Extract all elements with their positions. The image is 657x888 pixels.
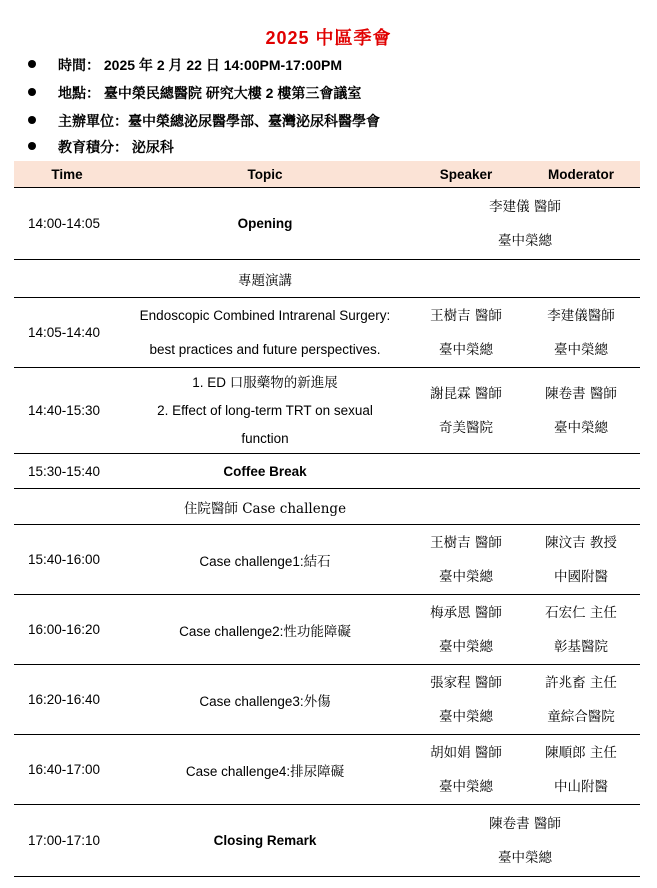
bullet-icon	[28, 142, 36, 150]
table-row	[14, 188, 640, 260]
section-row	[14, 260, 640, 298]
section-row	[14, 489, 640, 525]
speaker-org: 臺中榮總	[439, 568, 493, 585]
table-row	[14, 525, 640, 595]
row-time: 16:00-16:20	[28, 622, 101, 637]
moderator-org: 童綜合醫院	[547, 708, 615, 725]
table-row	[14, 665, 640, 735]
row-topic: 1. ED 口服藥物的新進展	[192, 374, 338, 390]
row-time: 15:40-16:00	[28, 552, 101, 567]
bullet-icon	[28, 60, 36, 68]
row-topic: Opening	[237, 216, 293, 231]
moderator-org: 臺中榮總	[554, 419, 608, 436]
table-row	[14, 735, 640, 805]
row-topic: Case challenge4:排尿障礙	[185, 763, 345, 779]
row-time: 14:05-14:40	[28, 325, 101, 340]
speaker-org: 臺中榮總	[439, 341, 493, 358]
row-time: 17:00-17:10	[28, 833, 101, 848]
info-time: 時間： 2025 年 2 月 22 日 14:00PM-17:00PM	[28, 55, 342, 75]
speaker-name: 張家程 醫師	[430, 674, 502, 691]
moderator-org: 彰基醫院	[554, 638, 608, 655]
speaker-org: 臺中榮總	[439, 708, 493, 725]
moderator-org: 中山附醫	[554, 778, 608, 795]
row-time: 16:20-16:40	[28, 692, 101, 707]
speaker-org: 臺中榮總	[498, 232, 552, 249]
info-credits: 教育積分： 泌尿科	[28, 137, 174, 157]
moderator-name: 李建儀醫師	[547, 307, 615, 324]
section-label: 住院醫師 Case challenge	[183, 500, 347, 517]
header-moderator: Moderator	[522, 161, 640, 188]
moderator-name: 陳卷書 醫師	[545, 385, 617, 402]
speaker-name: 梅承恩 醫師	[430, 604, 502, 621]
speaker-name: 胡如娟 醫師	[430, 744, 502, 761]
speaker-name: 李建儀 醫師	[489, 198, 561, 215]
header-topic: Topic	[120, 161, 410, 188]
table-row	[14, 595, 640, 665]
header-time: Time	[14, 161, 120, 188]
page-title: 2025 中區季會	[265, 28, 392, 48]
row-topic: function	[241, 430, 289, 446]
speaker-org: 臺中榮總	[498, 849, 552, 866]
row-time: 14:00-14:05	[28, 216, 101, 231]
speaker-org: 臺中榮總	[439, 778, 493, 795]
table-row	[14, 454, 640, 489]
table-row	[14, 368, 640, 454]
speaker-org: 奇美醫院	[439, 419, 493, 436]
moderator-org: 中國附醫	[554, 568, 608, 585]
header-speaker: Speaker	[410, 161, 522, 188]
bullet-icon	[28, 116, 36, 124]
speaker-name: 王樹吉 醫師	[430, 307, 502, 324]
speaker-org: 臺中榮總	[439, 638, 493, 655]
row-topic: Coffee Break	[223, 463, 307, 479]
table-row	[14, 805, 640, 877]
bullet-icon	[28, 88, 36, 96]
row-topic: Case challenge1:結石	[199, 553, 331, 569]
speaker-name: 陳卷書 醫師	[489, 815, 561, 832]
info-organizer: 主辦單位：臺中榮總泌尿醫學部、臺灣泌尿科醫學會	[28, 111, 380, 131]
moderator-name: 石宏仁 主任	[545, 604, 617, 621]
row-topic: best practices and future perspectives.	[149, 341, 381, 357]
row-time: 16:40-17:00	[28, 762, 101, 777]
moderator-name: 陳汶吉 教授	[545, 534, 617, 551]
table-header	[14, 161, 640, 188]
moderator-name: 陳順郎 主任	[545, 744, 617, 761]
speaker-name: 謝昆霖 醫師	[430, 385, 502, 402]
info-location: 地點： 臺中榮民總醫院 研究大樓 2 樓第三會議室	[28, 83, 361, 103]
row-topic: Case challenge3:外傷	[199, 693, 331, 709]
table-row	[14, 298, 640, 368]
section-label: 專題演講	[238, 272, 292, 289]
row-time: 14:40-15:30	[28, 403, 101, 418]
schedule-table	[14, 161, 640, 877]
row-topic: 2. Effect of long-term TRT on sexual	[157, 402, 373, 418]
moderator-org: 臺中榮總	[554, 341, 608, 358]
moderator-name: 許兆畜 主任	[545, 674, 617, 691]
row-topic: Endoscopic Combined Intrarenal Surgery:	[139, 307, 391, 323]
row-topic: Case challenge2:性功能障礙	[179, 623, 351, 639]
row-topic: Closing Remark	[213, 833, 317, 848]
row-time: 15:30-15:40	[28, 463, 101, 479]
speaker-name: 王樹吉 醫師	[430, 534, 502, 551]
